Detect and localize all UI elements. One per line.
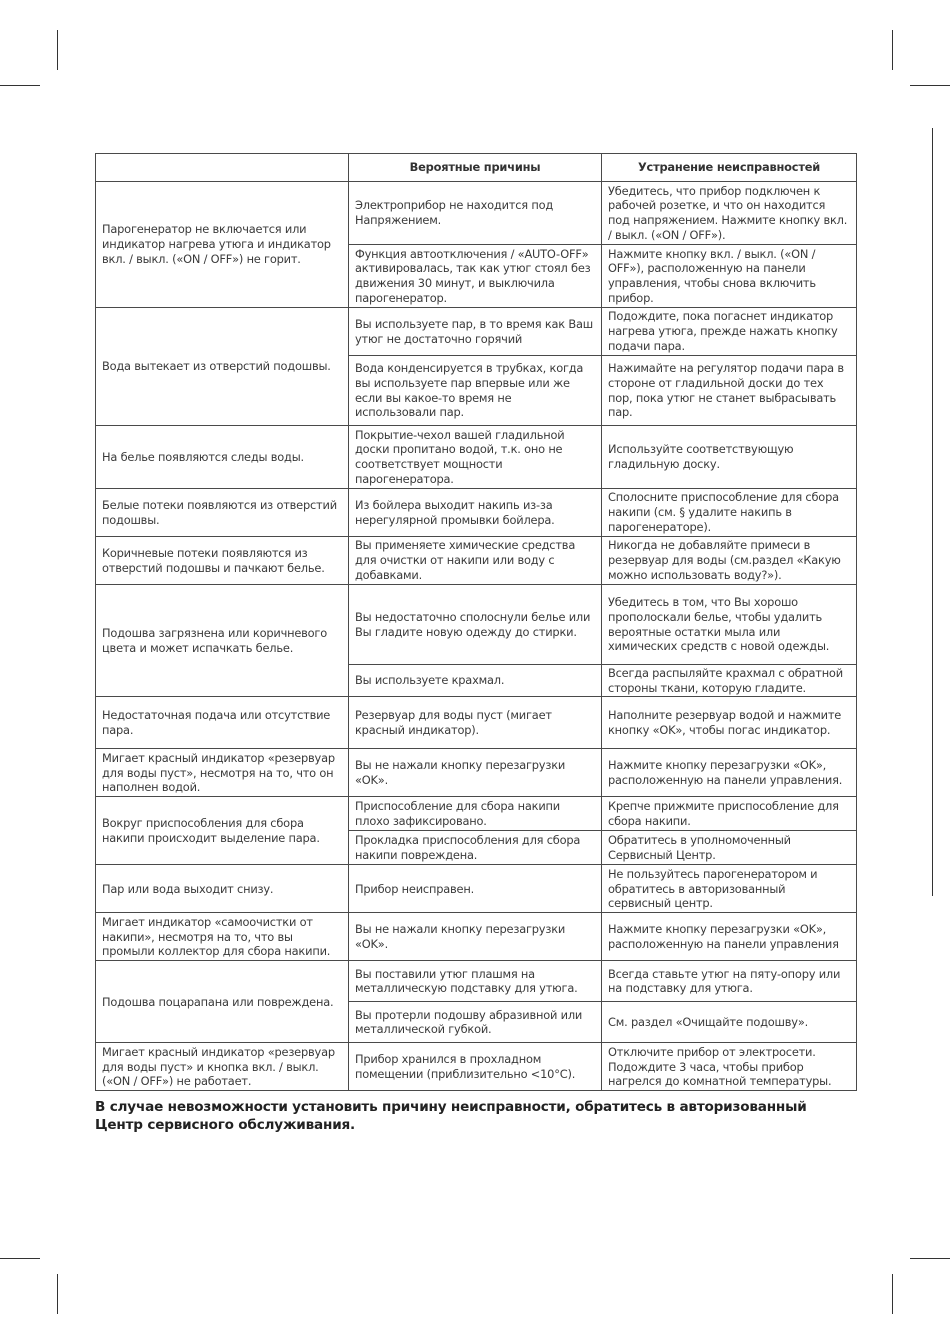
problem-cell: Подошва поцарапана или повреждена.: [96, 961, 349, 1043]
troubleshooting-table: [95, 153, 857, 1091]
solution-cell: Нажимайте на регулятор подачи пара в стороне от гладильной доски до тех пор, пока утюг не станет выбрасывать пар.: [602, 356, 857, 426]
table-row: [96, 865, 857, 913]
cause-cell: Из бойлера выходит накипь из-за нерегулярной промывки бойлера.: [349, 489, 602, 537]
table-row: [96, 182, 857, 245]
table-row: [96, 308, 857, 356]
solution-cell: Убедитесь, что прибор подключен к рабочей розетке, и что он находится под напряжением. Нажмите кнопку вкл. / выкл. («ON / OFF»).: [602, 182, 857, 245]
crop-mark: [910, 85, 950, 86]
cause-cell: Электроприбор не находится под Напряжением.: [349, 182, 602, 245]
header-solutions: Устранение неисправностей: [602, 154, 857, 182]
problem-cell: Коричневые потеки появляются из отверстий подошвы и пачкают белье.: [96, 537, 349, 585]
table-row: [96, 797, 857, 831]
cause-cell: Приспособление для сбора накипи плохо зафиксировано.: [349, 797, 602, 831]
solution-cell: Нажмите кнопку вкл. / выкл. («ON / OFF»), расположенную на панели управления, чтобы снова включить прибор.: [602, 245, 857, 308]
problem-cell: Мигает красный индикатор «резервуар для воды пуст», несмотря на то, что он наполнен водой.: [96, 749, 349, 797]
problem-cell: Подошва загрязнена или коричневого цвета и может испачкать белье.: [96, 585, 349, 697]
cause-cell: Вы протерли подошву абразивной или металлической губкой.: [349, 1002, 602, 1043]
cause-cell: Вы используете пар, в то время как Ваш утюг не достаточно горячий: [349, 308, 602, 356]
problem-cell: На белье появляются следы воды.: [96, 426, 349, 489]
cause-cell: Вы применяете химические средства для очистки от накипи или воду с добавками.: [349, 537, 602, 585]
footer-note: В случае невозможности установить причину неисправности, обратитесь в авторизованный Центр сервисного обслуживания.: [95, 1099, 807, 1133]
table-row: [96, 489, 857, 537]
solution-cell: Нажмите кнопку перезагрузки «OK», расположенную на панели управления.: [602, 749, 857, 797]
problem-cell: Мигает красный индикатор «резервуар для воды пуст» и кнопка вкл. / выкл. («ON / OFF») не работает.: [96, 1043, 349, 1091]
solution-cell: Отключите прибор от электросети. Подождите 3 часа, чтобы прибор нагрелся до комнатной температуры.: [602, 1043, 857, 1091]
table-row: [96, 1043, 857, 1091]
cause-cell: Прокладка приспособления для сбора накипи повреждена.: [349, 831, 602, 865]
problem-cell: Парогенератор не включается или индикатор нагрева утюга и индикатор вкл. / выкл. («ON / OFF») не горит.: [96, 182, 349, 308]
table-row: [96, 585, 857, 665]
solution-cell: Сполосните приспособление для сбора накипи (см. § удалите накипь в парогенераторе).: [602, 489, 857, 537]
table-row: [96, 426, 857, 489]
solution-cell: Обратитесь в уполномоченный Сервисный Центр.: [602, 831, 857, 865]
table-row: [96, 913, 857, 961]
cause-cell: Вода конденсируется в трубках, когда вы используете пар впервые или же если вы какое-то время не использовали пар.: [349, 356, 602, 426]
solution-cell: Всегда ставьте утюг на пяту-опору или на подставку для утюга.: [602, 961, 857, 1002]
cause-cell: Прибор неисправен.: [349, 865, 602, 913]
crop-mark: [57, 30, 58, 70]
crop-mark: [892, 1274, 893, 1314]
solution-cell: Нажмите кнопку перезагрузки «OK», расположенную на панели управления: [602, 913, 857, 961]
cause-cell: Вы не нажали кнопку перезагрузки «OK».: [349, 749, 602, 797]
crop-mark: [892, 30, 893, 70]
problem-cell: Пар или вода выходит снизу.: [96, 865, 349, 913]
cause-cell: Функция автоотключения / «AUTO-OFF» активировалась, так как утюг стоял без движения 30 минут, и выключила парогенератор.: [349, 245, 602, 308]
crop-mark: [57, 1274, 58, 1314]
problem-cell: Мигает индикатор «самоочистки от накипи», несмотря на то, что вы промыли коллектор для сбора накипи.: [96, 913, 349, 961]
page-edge-rule: [932, 128, 933, 896]
table-row: [96, 749, 857, 797]
problem-cell: Белые потеки появляются из отверстий подошвы.: [96, 489, 349, 537]
cause-cell: Покрытие-чехол вашей гладильной доски пропитано водой, т.к. оно не соответствует мощности парогенератора.: [349, 426, 602, 489]
problem-cell: Вода вытекает из отверстий подошвы.: [96, 308, 349, 426]
solution-cell: Не пользуйтесь парогенератором и обратитесь в авторизованный сервисный центр.: [602, 865, 857, 913]
crop-mark: [910, 1258, 950, 1259]
header-problem: [96, 154, 349, 182]
solution-cell: Крепче прижмите приспособление для сбора накипи.: [602, 797, 857, 831]
cause-cell: Вы используете крахмал.: [349, 665, 602, 697]
cause-cell: Вы не нажали кнопку перезагрузки «OK».: [349, 913, 602, 961]
crop-mark: [0, 85, 40, 86]
problem-cell: Вокруг приспособления для сбора накипи происходит выделение пара.: [96, 797, 349, 865]
cause-cell: Вы поставили утюг плашмя на металлическую подставку для утюга.: [349, 961, 602, 1002]
solution-cell: Наполните резервуар водой и нажмите кнопку «OK», чтобы погас индикатор.: [602, 697, 857, 749]
table-row: [96, 961, 857, 1002]
solution-cell: Убедитесь в том, что Вы хорошо прополоскали белье, чтобы удалить вероятные остатки мыла или химических средств с новой одежды.: [602, 585, 857, 665]
table-header-row: [96, 154, 857, 182]
table-row: [96, 537, 857, 585]
cause-cell: Прибор хранился в прохладном помещении (приблизительно <10°C).: [349, 1043, 602, 1091]
solution-cell: Всегда распыляйте крахмал с обратной стороны ткани, которую гладите.: [602, 665, 857, 697]
solution-cell: См. раздел «Очищайте подошву».: [602, 1002, 857, 1043]
cause-cell: Вы недостаточно сполоснули белье или Вы гладите новую одежду до стирки.: [349, 585, 602, 665]
table-body: [96, 182, 857, 1091]
solution-cell: Используйте соответствующую гладильную доску.: [602, 426, 857, 489]
table-row: [96, 697, 857, 749]
crop-mark: [0, 1258, 40, 1259]
problem-cell: Недостаточная подача или отсутствие пара.: [96, 697, 349, 749]
solution-cell: Подождите, пока погаснет индикатор нагрева утюга, прежде нажать кнопку подачи пара.: [602, 308, 857, 356]
header-causes: Вероятные причины: [349, 154, 602, 182]
cause-cell: Резервуар для воды пуст (мигает красный индикатор).: [349, 697, 602, 749]
solution-cell: Никогда не добавляйте примеси в резервуар для воды (см.раздел «Какую можно использовать воду?»).: [602, 537, 857, 585]
